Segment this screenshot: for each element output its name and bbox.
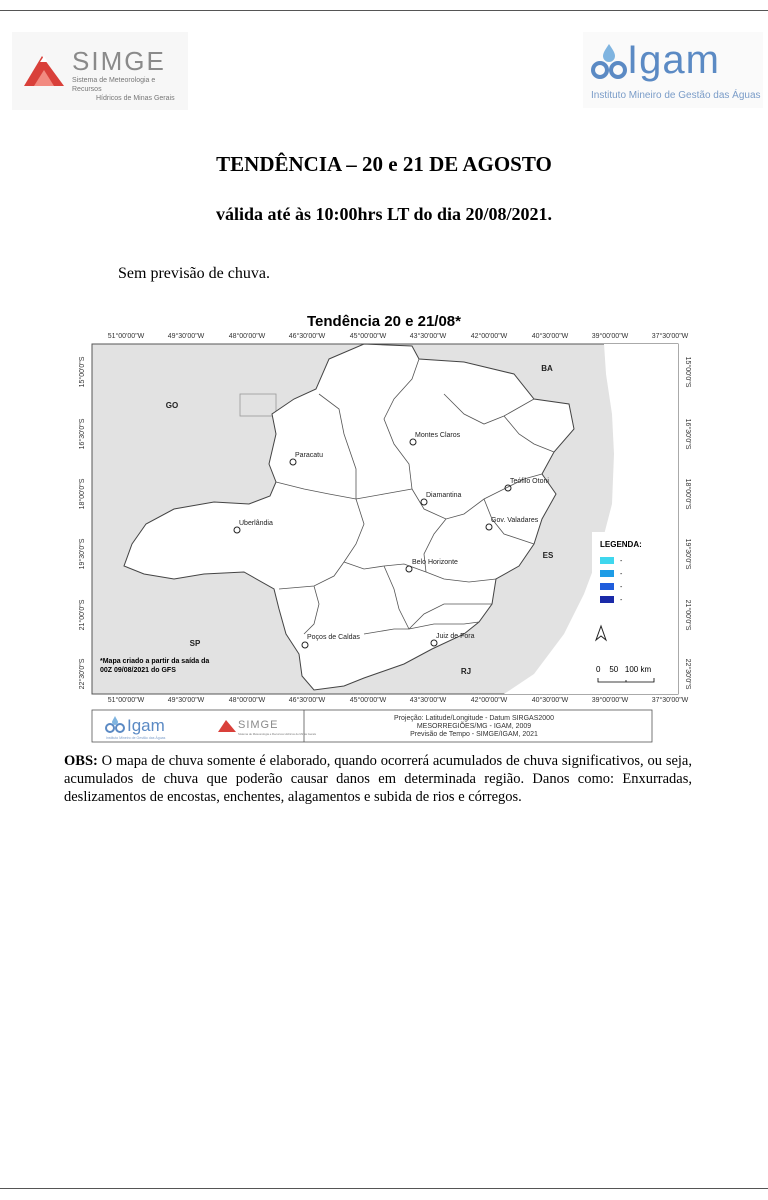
lon-label: 48°00'00"W xyxy=(228,333,266,340)
simge-subtitle: Sistema de Meteorologia e Recursos Hídricos de Minas Gerais xyxy=(72,77,175,102)
igam-drops-icon xyxy=(591,42,627,82)
footer-simge-name: SIMGE xyxy=(238,719,279,731)
lon-label: 46°30'00"W xyxy=(288,333,326,340)
top-rule xyxy=(0,10,768,11)
igam-subtitle: Instituto Mineiro de Gestão das Águas xyxy=(591,90,761,101)
footer-igam-sub: Instituto Mineiro de Gestão das Águas xyxy=(106,736,166,740)
state-label-ba: BA xyxy=(541,364,553,373)
footer-igam-name: Igam xyxy=(127,716,165,735)
footer-projection: Projeção: Latitude/Longitude - Datum SIRGAS2000 xyxy=(394,715,554,722)
rain-trend-map xyxy=(64,304,704,744)
simge-mountain-icon xyxy=(20,50,68,90)
city-label: Poços de Caldas xyxy=(307,634,360,641)
legend-swatch xyxy=(600,570,614,577)
obs-label: OBS: xyxy=(64,753,98,769)
lat-labels-left xyxy=(78,356,86,689)
lat-label: 18°00'0"S xyxy=(79,478,86,510)
footer-credits xyxy=(394,715,554,738)
lat-label: 18°00'0"S xyxy=(684,478,691,510)
legend-label: - xyxy=(620,571,623,578)
lat-label: 22°30'0"S xyxy=(79,658,86,690)
lat-labels-right xyxy=(684,357,692,690)
simge-logo xyxy=(12,32,188,110)
svg-text:A: A xyxy=(600,624,602,625)
simge-name: SIMGE xyxy=(72,46,166,76)
map-note-line1: *Mapa criado a partir da saída da xyxy=(100,658,210,665)
forecast-text: Sem previsão de chuva. xyxy=(118,265,270,282)
state-label-es: ES xyxy=(542,551,554,560)
lat-label: 15°00'0"S xyxy=(684,356,691,388)
state-label-rj: RJ xyxy=(460,667,472,676)
footer-simge-sub: Sistema de Meteorologia e Recursos Hídricos de Minas Gerais xyxy=(238,732,317,736)
city-label: Paracatu xyxy=(295,452,324,459)
city-label: Diamantina xyxy=(426,492,462,499)
lat-label: 15°00'0"S xyxy=(79,356,86,388)
map-title: Tendência 20 e 21/08* xyxy=(307,313,461,330)
bottom-rule xyxy=(0,1188,768,1189)
lat-label: 21°00'0"S xyxy=(79,599,86,631)
lat-label: 21°00'0"S xyxy=(684,599,691,631)
igam-name: Igam xyxy=(627,38,720,82)
lon-label: 42°00'00"W xyxy=(470,697,508,704)
validity-subtitle: válida até às 10:00hrs LT do dia 20/08/2021. xyxy=(215,204,553,224)
lon-label: 48°00'00"W xyxy=(228,697,266,704)
lon-label: 40°30'00"W xyxy=(531,333,569,340)
scale-label: 0 50 100 km xyxy=(596,665,652,674)
lon-label: 39°00'00"W xyxy=(591,333,629,340)
lon-labels-top xyxy=(108,332,689,340)
legend-label: - xyxy=(620,597,623,604)
state-label-sp: SP xyxy=(189,639,201,648)
lon-label: 37°30'00"W xyxy=(651,333,689,340)
lat-label: 16°30'0"S xyxy=(684,418,691,450)
city-label: Teófilo Otoni xyxy=(510,478,549,485)
footer-igam-logo xyxy=(106,716,166,740)
city-label: Montes Claros xyxy=(415,432,461,439)
legend-swatch xyxy=(600,557,614,564)
lat-label: 16°30'0"S xyxy=(79,418,86,450)
map-note-line2: 00Z 09/08/2021 do GFS xyxy=(100,667,176,674)
legend-swatch xyxy=(600,583,614,590)
city-label: Uberlândia xyxy=(239,520,273,527)
lat-label: 19°30'0"S xyxy=(79,538,86,570)
lon-labels-bottom xyxy=(108,696,689,704)
igam-logo xyxy=(583,32,763,108)
lon-label: 37°30'00"W xyxy=(651,697,689,704)
legend-label: - xyxy=(620,584,623,591)
lon-label: 43°30'00"W xyxy=(409,697,447,704)
lon-label: 42°00'00"W xyxy=(470,333,508,340)
observation-note xyxy=(64,752,692,806)
city-label: Juiz de Fora xyxy=(436,633,475,640)
lon-label: 49°30'00"W xyxy=(167,697,205,704)
city-label: Gov. Valadares xyxy=(491,517,539,524)
lon-label: 39°00'00"W xyxy=(591,697,629,704)
lon-label: 46°30'00"W xyxy=(288,697,326,704)
lon-label: 43°30'00"W xyxy=(409,333,447,340)
footer-mesoregions: MESORREGIÕES/MG - IGAM, 2009 xyxy=(416,723,532,730)
lat-label: 19°30'0"S xyxy=(684,538,691,570)
lon-label: 45°00'00"W xyxy=(349,697,387,704)
legend-title: LEGENDA: xyxy=(600,540,642,549)
lon-label: 45°00'00"W xyxy=(349,333,387,340)
lon-label: 51°00'00"W xyxy=(107,333,145,340)
legend-swatch xyxy=(600,596,614,603)
map-canvas xyxy=(64,304,704,744)
lon-label: 40°30'00"W xyxy=(531,697,569,704)
obs-text: O mapa de chuva somente é elaborado, quando ocorrerá acumulados de chuva significativos, ou seja, acumulados de chuva que poderão causar danos em determinada região. Danos como: Enxurradas, deslizamentos de encostas, enchentes, alagamentos e subida de rios e córregos. xyxy=(64,753,692,805)
lon-label: 49°30'00"W xyxy=(167,333,205,340)
page-title: TENDÊNCIA – 20 e 21 DE AGOSTO xyxy=(216,152,552,176)
state-label-go: GO xyxy=(165,401,179,410)
map-footer xyxy=(92,710,652,742)
city-label: Belo Horizonte xyxy=(412,559,458,566)
legend-label: - xyxy=(620,558,623,565)
lat-label: 22°30'0"S xyxy=(684,658,691,690)
footer-forecast: Previsão de Tempo - SIMGE/IGAM, 2021 xyxy=(410,731,538,738)
lon-label: 51°00'00"W xyxy=(107,697,145,704)
